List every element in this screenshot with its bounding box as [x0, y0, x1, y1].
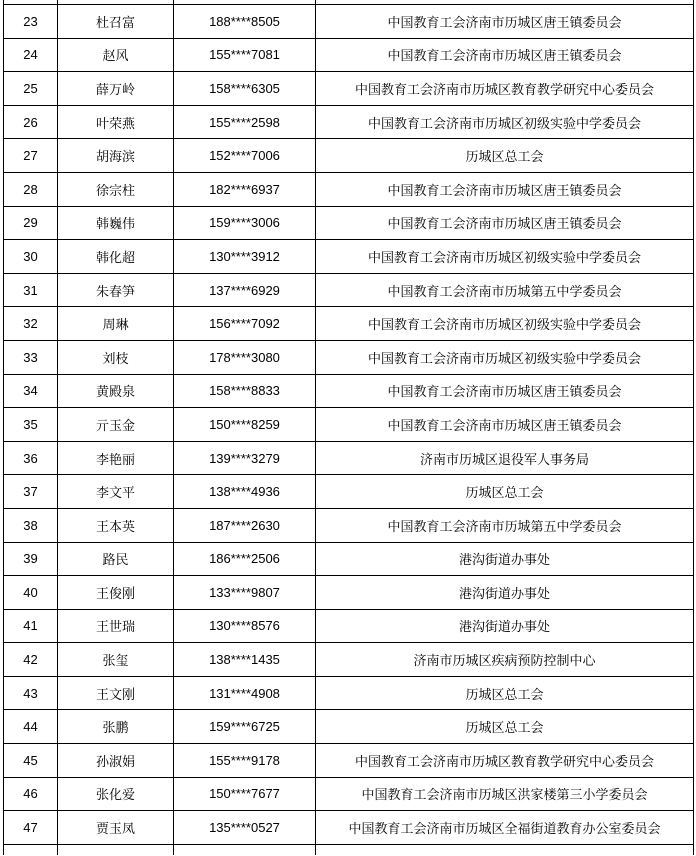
- person-name-cell: 张鹏: [58, 710, 174, 744]
- row-number-cell: 27: [4, 139, 58, 173]
- table-row: [4, 206, 694, 240]
- person-name-cell: 王俊刚: [58, 576, 174, 610]
- table-row: [4, 172, 694, 206]
- organization-cell: 中国教育工会济南市历城区全福街道教育办公室委员会: [316, 811, 694, 845]
- table-row: [4, 441, 694, 475]
- person-name-cell: 张玺: [58, 643, 174, 677]
- phone-number-cell: 138****4936: [174, 475, 316, 509]
- phone-number-cell: 186****2506: [174, 542, 316, 576]
- person-name-cell: 叶荣燕: [58, 105, 174, 139]
- phone-number-cell: 150****8259: [174, 408, 316, 442]
- person-name-cell: 黄殿泉: [58, 374, 174, 408]
- phone-number-cell: 152****7006: [174, 139, 316, 173]
- row-number-cell: 25: [4, 72, 58, 106]
- clipped-cell: [316, 844, 694, 855]
- phone-number-cell: 158****8833: [174, 374, 316, 408]
- person-name-cell: 贾玉凤: [58, 811, 174, 845]
- phone-number-cell: 131****4908: [174, 676, 316, 710]
- table-row: [4, 676, 694, 710]
- table-row: [4, 744, 694, 778]
- organization-cell: 中国教育工会济南市历城区唐王镇委员会: [316, 206, 694, 240]
- organization-cell: 中国教育工会济南市历城第五中学委员会: [316, 508, 694, 542]
- organization-cell: 中国教育工会济南市历城区初级实验中学委员会: [316, 307, 694, 341]
- row-number-cell: 44: [4, 710, 58, 744]
- phone-number-cell: 155****2598: [174, 105, 316, 139]
- row-number-cell: 36: [4, 441, 58, 475]
- row-number-cell: 34: [4, 374, 58, 408]
- table-row: [4, 542, 694, 576]
- clipped-cell: [4, 844, 58, 855]
- table-row: [4, 139, 694, 173]
- row-number-cell: 30: [4, 240, 58, 274]
- organization-cell: 历城区总工会: [316, 475, 694, 509]
- table-row: [4, 105, 694, 139]
- organization-cell: 中国教育工会济南市历城区教育教学研究中心委员会: [316, 744, 694, 778]
- organization-cell: 中国教育工会济南市历城区教育教学研究中心委员会: [316, 72, 694, 106]
- phone-number-cell: 155****9178: [174, 744, 316, 778]
- phone-number-cell: 135****0527: [174, 811, 316, 845]
- table-row: [4, 777, 694, 811]
- table-row: [4, 5, 694, 39]
- person-name-cell: 薛万岭: [58, 72, 174, 106]
- clipped-cell: [58, 844, 174, 855]
- clipped-cell: [174, 844, 316, 855]
- organization-cell: 中国教育工会济南市历城区唐王镇委员会: [316, 38, 694, 72]
- table-row: [4, 576, 694, 610]
- phone-number-cell: 182****6937: [174, 172, 316, 206]
- organization-cell: 中国教育工会济南市历城区唐王镇委员会: [316, 172, 694, 206]
- row-number-cell: 38: [4, 508, 58, 542]
- row-number-cell: 40: [4, 576, 58, 610]
- person-name-cell: 赵风: [58, 38, 174, 72]
- person-name-cell: 李文平: [58, 475, 174, 509]
- row-number-cell: 29: [4, 206, 58, 240]
- person-name-cell: 王文刚: [58, 676, 174, 710]
- organization-cell: 港沟街道办事处: [316, 576, 694, 610]
- phone-number-cell: 137****6929: [174, 273, 316, 307]
- person-name-cell: 王世瑞: [58, 609, 174, 643]
- row-number-cell: 45: [4, 744, 58, 778]
- person-name-cell: 亓玉金: [58, 408, 174, 442]
- table-row: [4, 643, 694, 677]
- phone-number-cell: 155****7081: [174, 38, 316, 72]
- phone-number-cell: 156****7092: [174, 307, 316, 341]
- organization-cell: 中国教育工会济南市历城区唐王镇委员会: [316, 374, 694, 408]
- person-name-cell: 路民: [58, 542, 174, 576]
- phone-number-cell: 159****6725: [174, 710, 316, 744]
- phone-number-cell: 130****8576: [174, 609, 316, 643]
- phone-number-cell: 187****2630: [174, 508, 316, 542]
- row-number-cell: 26: [4, 105, 58, 139]
- table-row: [4, 811, 694, 845]
- row-number-cell: 35: [4, 408, 58, 442]
- row-number-cell: 37: [4, 475, 58, 509]
- table-row: [4, 408, 694, 442]
- clipped-row-bottom: [4, 844, 694, 855]
- row-number-cell: 24: [4, 38, 58, 72]
- person-name-cell: 李艳丽: [58, 441, 174, 475]
- person-name-cell: 孙淑娟: [58, 744, 174, 778]
- row-number-cell: 42: [4, 643, 58, 677]
- organization-cell: 港沟街道办事处: [316, 542, 694, 576]
- table-row: [4, 374, 694, 408]
- organization-cell: 中国教育工会济南市历城区初级实验中学委员会: [316, 105, 694, 139]
- person-name-cell: 胡海滨: [58, 139, 174, 173]
- organization-cell: 历城区总工会: [316, 710, 694, 744]
- phone-number-cell: 159****3006: [174, 206, 316, 240]
- row-number-cell: 46: [4, 777, 58, 811]
- row-number-cell: 39: [4, 542, 58, 576]
- phone-number-cell: 138****1435: [174, 643, 316, 677]
- table-row: [4, 273, 694, 307]
- person-name-cell: 韩巍伟: [58, 206, 174, 240]
- row-number-cell: 28: [4, 172, 58, 206]
- table-row: [4, 340, 694, 374]
- person-name-cell: 张化爱: [58, 777, 174, 811]
- person-name-cell: 王本英: [58, 508, 174, 542]
- row-number-cell: 23: [4, 5, 58, 39]
- row-number-cell: 32: [4, 307, 58, 341]
- phone-number-cell: 139****3279: [174, 441, 316, 475]
- organization-cell: 济南市历城区退役军人事务局: [316, 441, 694, 475]
- organization-cell: 济南市历城区疾病预防控制中心: [316, 643, 694, 677]
- phone-number-cell: 178****3080: [174, 340, 316, 374]
- organization-cell: 中国教育工会济南市历城区唐王镇委员会: [316, 5, 694, 39]
- phone-number-cell: 158****6305: [174, 72, 316, 106]
- row-number-cell: 43: [4, 676, 58, 710]
- row-number-cell: 47: [4, 811, 58, 845]
- table-row: [4, 307, 694, 341]
- table-row: [4, 508, 694, 542]
- organization-cell: 中国教育工会济南市历城区洪家楼第三小学委员会: [316, 777, 694, 811]
- person-name-cell: 杜召富: [58, 5, 174, 39]
- organization-cell: 中国教育工会济南市历城区初级实验中学委员会: [316, 240, 694, 274]
- table-row: [4, 609, 694, 643]
- organization-cell: 港沟街道办事处: [316, 609, 694, 643]
- row-number-cell: 33: [4, 340, 58, 374]
- table-row: [4, 72, 694, 106]
- table-body: [4, 5, 694, 845]
- organization-cell: 中国教育工会济南市历城区初级实验中学委员会: [316, 340, 694, 374]
- phone-number-cell: 150****7677: [174, 777, 316, 811]
- row-number-cell: 31: [4, 273, 58, 307]
- organization-cell: 历城区总工会: [316, 139, 694, 173]
- table-row: [4, 240, 694, 274]
- table-row: [4, 710, 694, 744]
- person-name-cell: 徐宗柱: [58, 172, 174, 206]
- phone-number-cell: 130****3912: [174, 240, 316, 274]
- organization-cell: 中国教育工会济南市历城区唐王镇委员会: [316, 408, 694, 442]
- person-name-cell: 周琳: [58, 307, 174, 341]
- phone-number-cell: 188****8505: [174, 5, 316, 39]
- person-name-cell: 韩化超: [58, 240, 174, 274]
- person-name-cell: 朱春笋: [58, 273, 174, 307]
- organization-cell: 中国教育工会济南市历城第五中学委员会: [316, 273, 694, 307]
- contact-roster-table: [3, 0, 694, 855]
- table-row: [4, 38, 694, 72]
- phone-number-cell: 133****9807: [174, 576, 316, 610]
- table-row: [4, 475, 694, 509]
- organization-cell: 历城区总工会: [316, 676, 694, 710]
- row-number-cell: 41: [4, 609, 58, 643]
- person-name-cell: 刘枝: [58, 340, 174, 374]
